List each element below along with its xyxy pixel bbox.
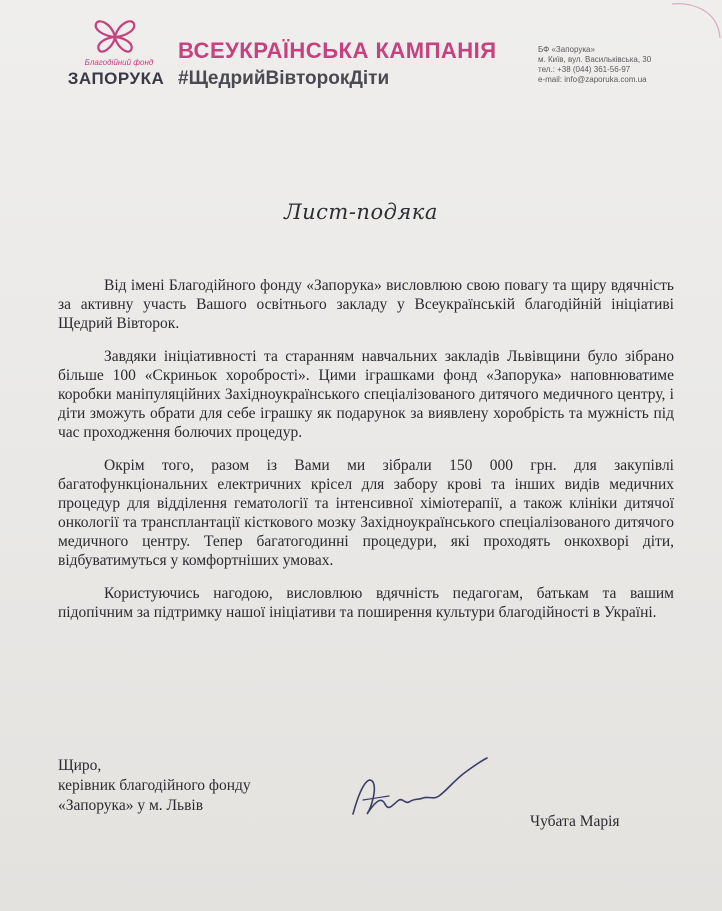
signer-name: Чубата Марія: [530, 813, 620, 830]
closing-block: [58, 756, 318, 816]
contact-line: БФ «Запорука»: [538, 45, 595, 54]
contact-block: [538, 45, 708, 85]
paragraph: Завдяки ініціативності та старанням навчальних закладів Львівщини було зібрано більше 100 «Скриньок хоробрості». Цими іграшками фонд «Запорука» наповнюватиме коробки маніпуляційних Західноукраїнського спеціалізованого дитячого медичного центру, і діти зможуть обрати для себе іграшку як подарунок за виявлену хоробрість та мужність під час проходження болючих процедур.: [58, 348, 674, 441]
butterfly-logo-icon: [92, 16, 138, 56]
letterhead: [0, 0, 722, 110]
document-title: Лист-подяка: [284, 200, 438, 224]
logo-name: ЗАПОРУКА: [67, 69, 165, 88]
paragraph: Користуючись нагодою, висловлюю вдячність педагогам, батькам та вашим підопічним за підтримку нашої ініціативи та поширення культури благодійності в Україні.: [58, 585, 674, 621]
letter-body: [58, 276, 674, 636]
logo-caption: Благодійний фонд: [84, 58, 154, 67]
closing-line: керівник благодійного фонду: [58, 777, 251, 794]
closing-line: Щиро,: [58, 757, 102, 774]
campaign-title: ВСЕУКРАЇНСЬКА КАМПАНІЯ: [178, 38, 497, 63]
paragraph: Окрім того, разом із Вами ми зібрали 150 000 грн. для закупівлі багатофункціональних електричних крісел для забору крові та інших видів медичних процедур для відділення гематології та інтенсивної хіміотерапії, а також клініки дитячої онкології та трансплантації кісткового мозку Західноукраїнського спеціалізованого дитячого медичного центру. Тепер багатогодинні процедури, які проходять онкохворі діти, відбуватимуться у комфортніших умовах.: [58, 457, 674, 569]
logo: [60, 16, 170, 96]
handwritten-signature-icon: [345, 752, 495, 842]
campaign-hashtag: #ЩедрийВівторокДіти: [178, 68, 390, 89]
decorative-swirl-icon: [662, 0, 722, 40]
paragraph: Від імені Благодійного фонду «Запорука» висловлюю свою повагу та щиру вдячність за активну участь Вашого освітнього закладу у Всеукраїнській благодійній ініціативі Щедрий Вівторок.: [58, 277, 674, 332]
contact-line: м. Київ, вул. Васильківська, 30: [538, 55, 652, 64]
closing-line: «Запорука» у м. Львів: [58, 797, 204, 814]
contact-line: e-mail: info@zaporuka.com.ua: [538, 75, 647, 84]
contact-line: тел.: +38 (044) 361-56-97: [538, 65, 631, 74]
